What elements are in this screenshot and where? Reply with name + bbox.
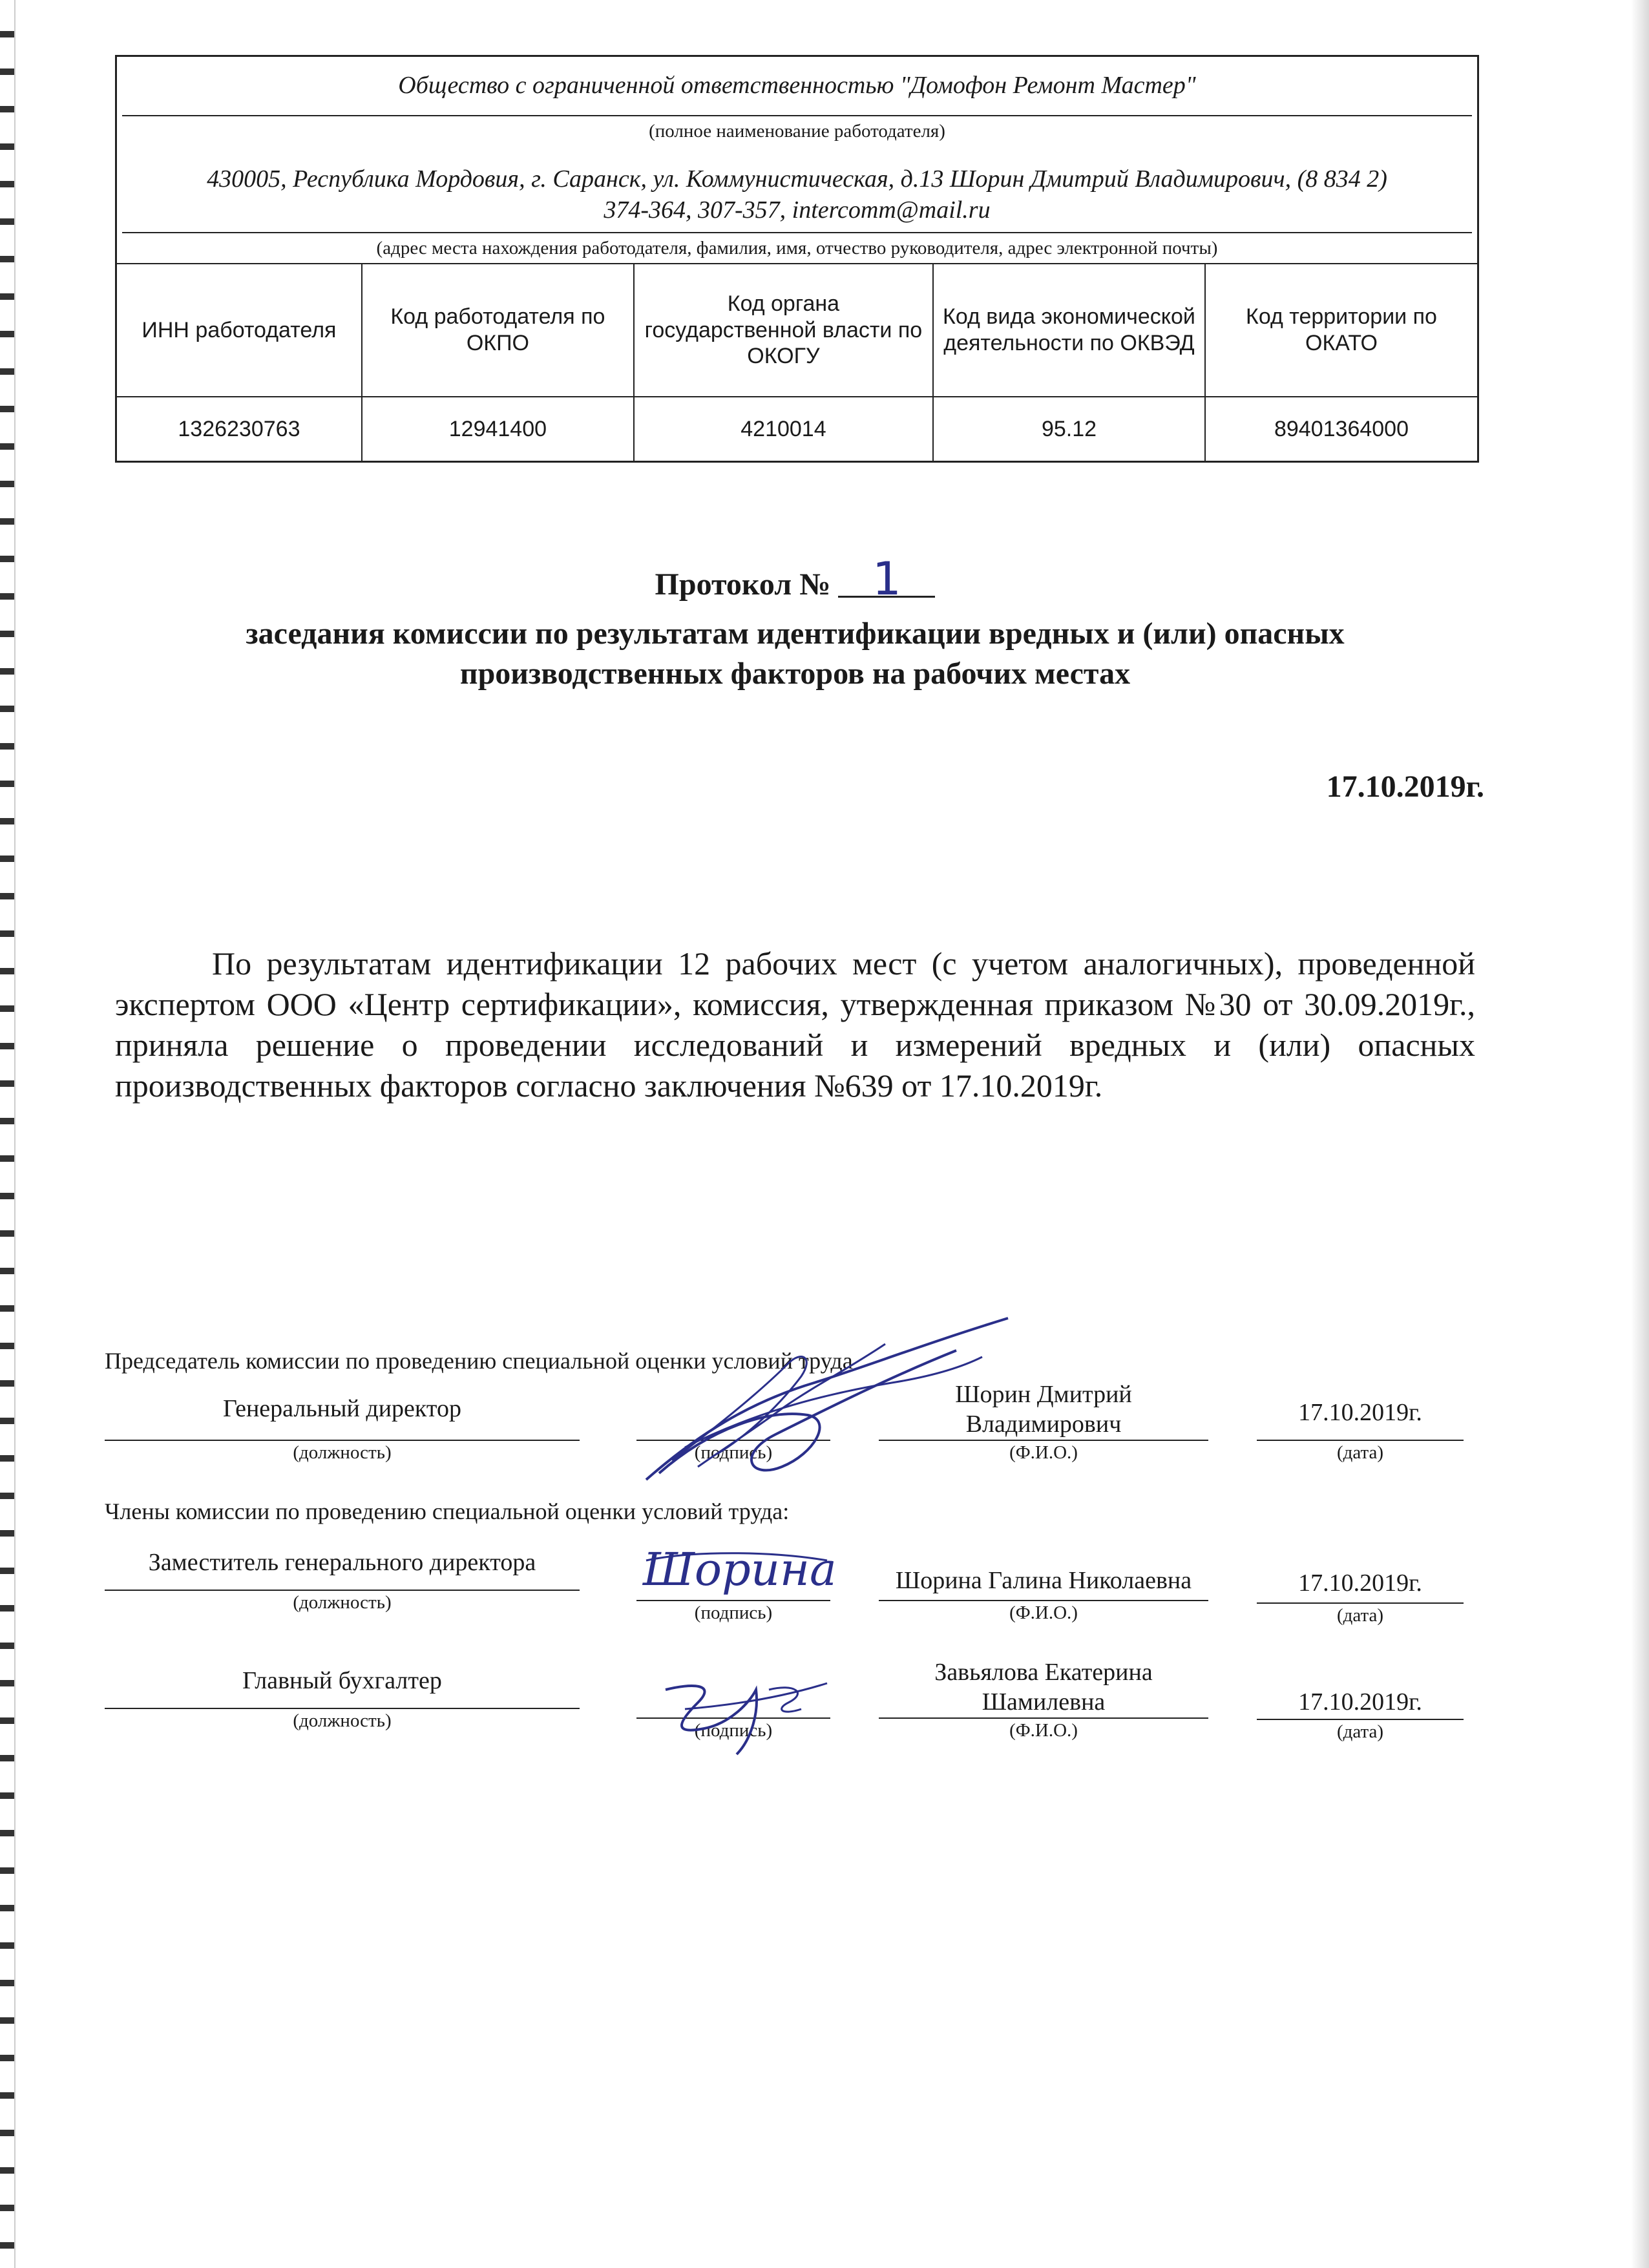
chair-position-caption: (должность) [293, 1442, 392, 1463]
page-edge-shadow [1631, 0, 1649, 2268]
protocol-subtitle-line1: заседания комиссии по результатам идентификации вредных и (или) опасных [246, 616, 1345, 651]
member1-date-field [1257, 1559, 1464, 1627]
member2-date-caption: (дата) [1336, 1721, 1384, 1742]
member2-position: Главный бухгалтер [242, 1667, 442, 1694]
member2-position-field [105, 1664, 580, 1732]
protocol-title-prefix: Протокол № [655, 567, 831, 602]
chair-position-field [105, 1394, 580, 1464]
members-heading: Члены комиссии по проведению специальной оценки условий труда: [105, 1498, 790, 1524]
employer-name: Общество с ограниченной ответственностью "Домофон Ремонт Мастер" [122, 57, 1472, 116]
chair-signature-scribble [620, 1305, 1021, 1499]
header-okato: Код территории по ОКАТО [1205, 264, 1477, 397]
member2-name [879, 1658, 1208, 1717]
chair-signature-caption: (подпись) [694, 1442, 773, 1463]
protocol-title [115, 552, 1475, 605]
header-okpo: Код работодателя по ОКПО [362, 264, 634, 397]
member2-signature-scribble [646, 1664, 840, 1761]
member1-date-caption: (дата) [1336, 1605, 1384, 1626]
member1-name-field [879, 1556, 1208, 1624]
employer-header [115, 55, 1479, 463]
chair-position: Генеральный директор [223, 1395, 461, 1422]
value-okato: 89401364000 [1205, 397, 1477, 461]
chair-date-field [1257, 1394, 1464, 1464]
member1-position: Заместитель генерального директора [148, 1549, 536, 1576]
member2-name-field [879, 1659, 1208, 1742]
member1-signature-scribble: Шорина [643, 1543, 837, 1596]
member1-name: Шорина Галина Николаевна [895, 1567, 1192, 1594]
header-inn: ИНН работодателя [117, 264, 362, 397]
decision-paragraph: По результатам идентификации 12 рабочих мест (с учетом аналогичных), проведенной экспертом ООО «Центр сертификации», комиссия, утвержденная приказом №30 от 30.09.2019г., приняла решение о проведении исследований и измерений вредных и (или) опасных производственных факторов согласно заключения №639 от 17.10.2019г. [115, 945, 1475, 1104]
protocol-subtitle-line2: производственных факторов на рабочих местах [459, 656, 1131, 691]
header-okved: Код вида экономической деятельности по ОКВЭД [933, 264, 1205, 397]
codes-table [117, 263, 1477, 461]
employer-name-caption: (полное наименование работодателя) [649, 121, 945, 142]
employer-address-line1: 430005, Республика Мордовия, г. Саранск, ул. Коммунистическая, д.13 Шорин Дмитрий Владимирович, (8 834 2) [207, 165, 1387, 193]
member2-date-field [1257, 1675, 1464, 1743]
member2-name-line2: Шамилевна [982, 1688, 1106, 1716]
member1-signature-caption: (подпись) [694, 1602, 773, 1623]
value-okved: 95.12 [933, 397, 1205, 461]
header-okogu: Код органа государственной власти по ОКОГУ [634, 264, 933, 397]
binding-edge [0, 0, 16, 2268]
member2-position-caption: (должность) [293, 1710, 392, 1731]
protocol-subtitle [115, 614, 1475, 695]
codes-table-header-row [117, 264, 1477, 397]
chair-heading: Председатель комиссии по проведению специальной оценки условий труда [105, 1348, 853, 1374]
chair-name-line2: Владимирович [965, 1410, 1122, 1438]
member1-position-field [105, 1546, 580, 1614]
employer-address [122, 164, 1472, 233]
protocol-number: 1 [838, 562, 935, 598]
member1-signature-flourish [640, 1548, 834, 1586]
employer-address-line2: 374-364, 307-357, intercomm@mail.ru [604, 196, 991, 224]
value-inn: 1326230763 [117, 397, 362, 461]
chair-name-caption: (Ф.И.О.) [1009, 1442, 1078, 1463]
codes-table-value-row [117, 397, 1477, 461]
employer-address-caption: (адрес места нахождения работодателя, фамилия, имя, отчество руководителя, адрес электронной почты) [376, 238, 1218, 258]
member2-name-caption: (Ф.И.О.) [1009, 1720, 1078, 1741]
member1-position-caption: (должность) [293, 1592, 392, 1613]
chair-name-line1: Шорин Дмитрий [955, 1381, 1132, 1408]
member2-date: 17.10.2019г. [1298, 1688, 1422, 1716]
value-okogu: 4210014 [634, 397, 933, 461]
protocol-date: 17.10.2019г. [1326, 770, 1484, 804]
member1-date: 17.10.2019г. [1298, 1570, 1422, 1597]
member1-name-caption: (Ф.И.О.) [1009, 1602, 1078, 1623]
member2-signature-caption: (подпись) [694, 1720, 773, 1741]
member2-name-line1: Завьялова Екатерина [934, 1659, 1153, 1686]
value-okpo: 12941400 [362, 397, 634, 461]
chair-date: 17.10.2019г. [1298, 1399, 1422, 1426]
chair-date-caption: (дата) [1336, 1442, 1384, 1463]
